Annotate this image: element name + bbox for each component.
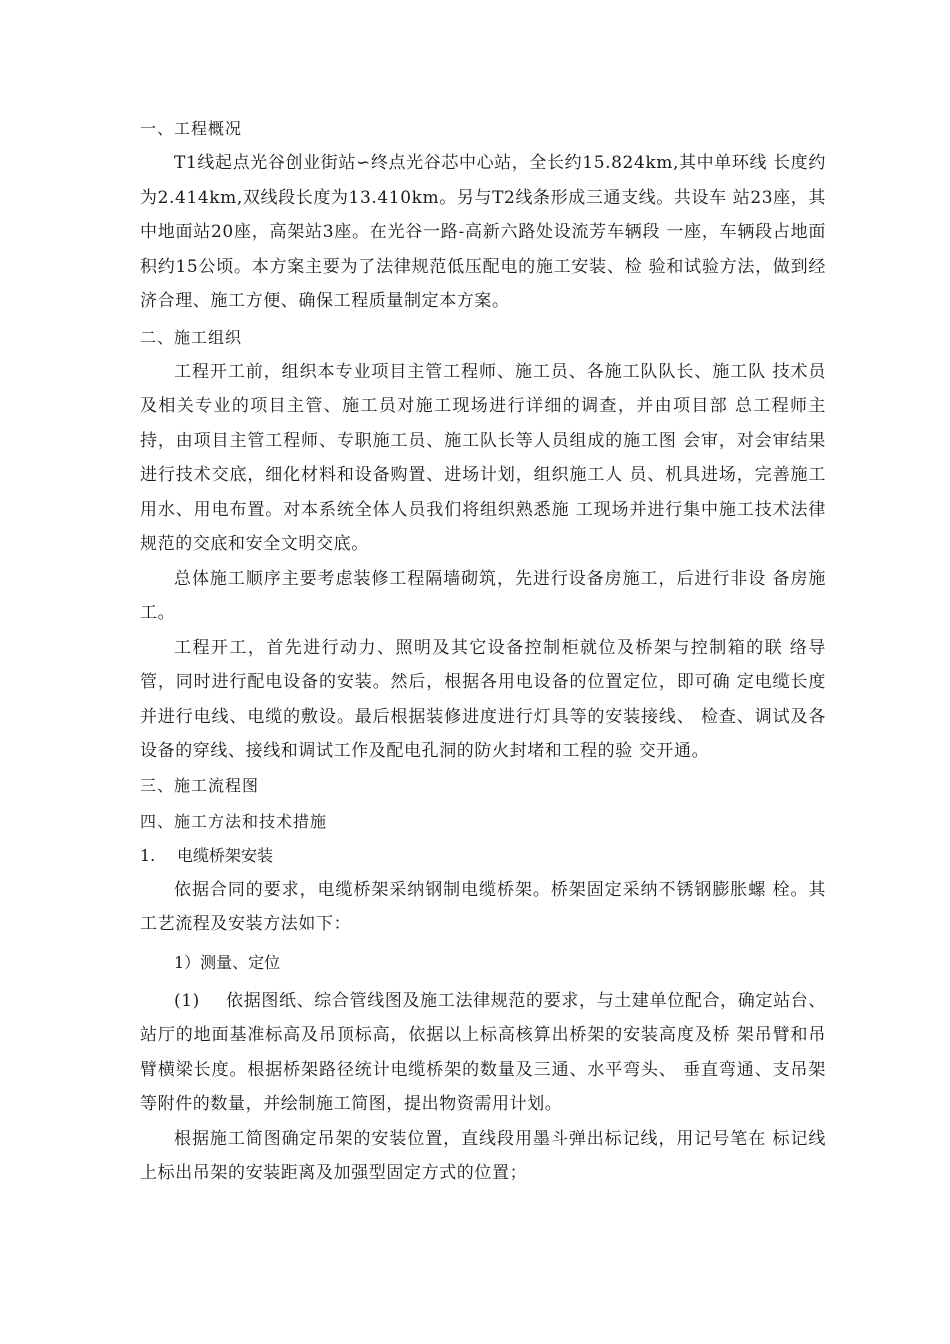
section-1-paragraph: T1线起点光谷创业街站∽终点光谷芯中心站，全长约15.824km,其中单环线 长度约为2.414km,双线段长度为13.410km。另与T2线条形成三通支线。共设车 站23座，其中地面站20座，高架站3座。在光谷一路-高新六路处设流芳车辆段 一座，车辆段占地面积约15公顷。本方案主要为了法律规范低压配电的施工安装、检 验和试验方法，做到经济合理、施工方便、确保工程质量制定本方案。	[140, 153, 826, 311]
item-1-number: 1.	[140, 845, 156, 865]
section-4-title: 四、施工方法和技术措施	[140, 811, 328, 831]
item-1-heading	[140, 839, 826, 873]
item-1-title: 电缆桥架安装	[177, 845, 274, 865]
section-2-paragraph-1: 工程开工前，组织本专业项目主管工程师、施工员、各施工队队长、施工队 技术员及相关专业的项目主管、施工员对施工现场进行详细的调查，并由项目部 总工程师主持，由项目主管工程师、专职施工员、施工队长等人员组成的施工图 会审，对会审结果进行技术交底，细化材料和设备购置、进场计划，组织施工人 员、机具进场，完善施工用水、用电布置。对本系统全体人员我们将组织熟悉施 工现场并进行集中施工技术法律规范的交底和安全文明交底。	[140, 361, 826, 554]
section-2-title: 二、施工组织	[140, 327, 243, 347]
subitem-1-item-text: 依据图纸、综合管线图及施工法律规范的要求，与土建单位配合，确定站台、站厅的地面基准标高及吊顶标高，依据以上标高核算出桥架的安装高度及桥 架吊臂和吊臂横梁长度。根据桥架路径统计电缆桥架的数量及三通、水平弯头、 垂直弯通、支吊架等附件的数量，并绘制施工简图，提出物资需用计划。	[140, 990, 826, 1114]
subitem-1-paragraph-2: 根据施工简图确定吊架的安装位置，直线段用墨斗弹出标记线，用记号笔在 标记线上标出吊架的安装距离及加强型固定方式的位置；	[140, 1128, 826, 1183]
document-page	[140, 112, 826, 1191]
section-3-title: 三、施工流程图	[140, 775, 260, 795]
section-2-paragraph-2: 总体施工顺序主要考虑装修工程隔墙砌筑，先进行设备房施工，后进行非设 备房施工。	[140, 568, 826, 623]
section-1-title: 一、工程概况	[140, 119, 243, 138]
subitem-1-title: 1）测量、定位	[174, 952, 281, 972]
subitem-1-item-number: (1)	[174, 990, 200, 1011]
item-1-paragraph: 依据合同的要求，电缆桥架采纳钢制电缆桥架。桥架固定采纳不锈钢膨胀螺 栓。其工艺流程及安装方法如下：	[140, 879, 826, 934]
section-2-paragraph-3: 工程开工，首先进行动力、照明及其它设备控制柜就位及桥架与控制箱的联 络导管，同时进行配电设备的安装。然后，根据各用电设备的位置定位，即可确 定电缆长度并进行电线、电缆的敷设。最后根据装修进度进行灯具等的安装接线、 检查、调试及各设备的穿线、接线和调试工作及配电孔洞的防火封堵和工程的验 交开通。	[140, 637, 826, 761]
subitem-1-paragraph-1	[140, 984, 826, 1122]
